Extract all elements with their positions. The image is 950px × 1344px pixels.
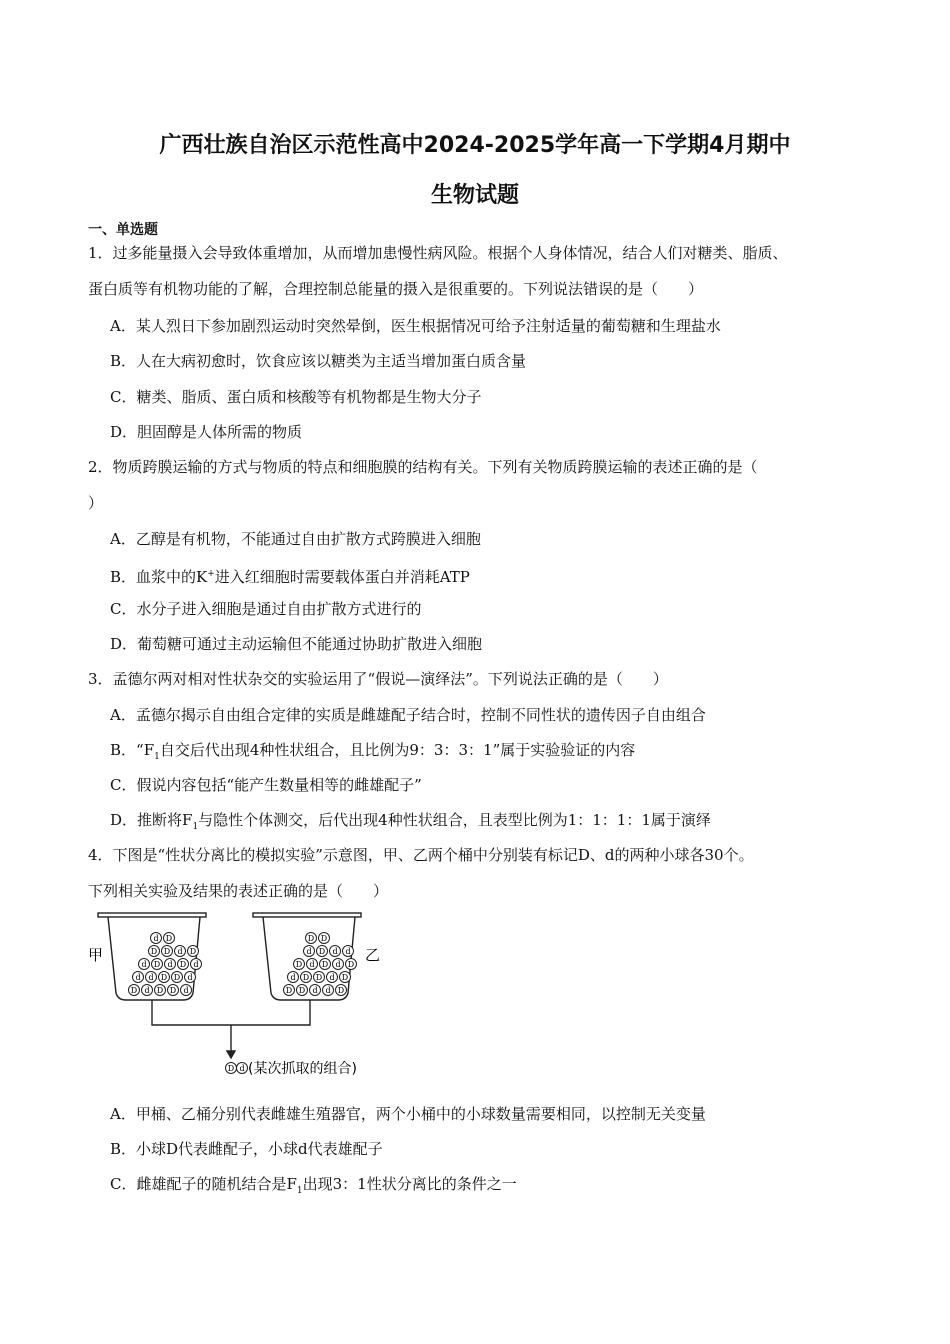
ball-label: D xyxy=(321,960,329,969)
figure-caption: (某次抓取的组合) xyxy=(248,1061,357,1077)
ball-label: D xyxy=(302,973,310,982)
subscript: 1 xyxy=(296,1186,303,1196)
ball-label: d xyxy=(312,986,318,995)
ball-label: d xyxy=(290,973,296,982)
ball-label: D xyxy=(318,947,326,956)
ball-label: D xyxy=(347,960,355,969)
ball-label: d xyxy=(306,947,312,956)
text: 与隐性个体测交，后代出现4种性状组合，且表型比例为1：1：1：1属于演绎 xyxy=(198,811,711,829)
left-bucket-rim xyxy=(98,913,206,917)
question-4-stem-cont: 下列相关实验及结果的表述正确的是（ ） xyxy=(88,882,389,900)
subscript: 1 xyxy=(192,822,199,832)
ball-label: D xyxy=(227,1064,235,1073)
arrow-icon xyxy=(227,1051,235,1058)
ball-label: D xyxy=(189,947,197,956)
left-balls xyxy=(129,933,202,996)
ball-label: d xyxy=(177,947,183,956)
question-2-stem-cont: ） xyxy=(88,494,104,512)
ball-label: D xyxy=(130,986,138,995)
question-4-option-a: A．甲桶、乙桶分别代表雌雄生殖器官，两个小桶中的小球数量需要相同，以控制无关变量 xyxy=(110,1105,706,1123)
text: D．推断将F xyxy=(110,811,193,829)
text: 出现3：1性状分离比的条件之一 xyxy=(302,1175,517,1193)
question-3-option-c: C．假说内容包括“能产生数量相等的雌雄配子” xyxy=(110,776,422,794)
question-2-option-d: D．葡萄糖可通过主动运输但不能通过协助扩散进入细胞 xyxy=(110,635,483,653)
question-2-stem: 2．物质跨膜运输的方式与物质的特点和细胞膜的结构有关。下列有关物质跨膜运输的表述正确的是（ xyxy=(88,458,758,476)
ball-label: d xyxy=(141,960,147,969)
question-4-stem: 4．下图是“性状分离比的模拟实验”示意图，甲、乙两个桶中分别装有标记D、d的两种小球各30个。 xyxy=(88,846,754,864)
question-3-option-b xyxy=(110,740,635,767)
ball-label: D xyxy=(173,973,181,982)
connector-lines xyxy=(152,1000,310,1056)
ball-label: D xyxy=(320,934,328,943)
ball-label: D xyxy=(341,973,349,982)
ball-label: d xyxy=(193,960,199,969)
text: C．雌雄配子的随机结合是F xyxy=(110,1175,297,1193)
ball-label: d xyxy=(167,960,173,969)
ball-label: D xyxy=(307,934,315,943)
ball-label: D xyxy=(315,973,323,982)
ball-label: d xyxy=(329,973,335,982)
ball-label: d xyxy=(187,973,193,982)
result-balls xyxy=(226,1063,248,1074)
question-1-option-b: B．人在大病初愈时，饮食应该以糖类为主适当增加蛋白质含量 xyxy=(110,352,527,370)
ball-label: D xyxy=(153,960,161,969)
ball-label: D xyxy=(337,986,345,995)
left-bucket-label: 甲 xyxy=(88,946,104,964)
ball-label: d xyxy=(309,960,315,969)
superscript: + xyxy=(207,569,215,579)
question-2-option-c: C．水分子进入细胞是通过自由扩散方式进行的 xyxy=(110,600,422,618)
ball-label: D xyxy=(298,986,306,995)
document-subtitle: 生物试题 xyxy=(430,183,519,208)
ball-label: D xyxy=(163,947,171,956)
text: 自交后代出现4种性状组合，且比例为9：3：3：1”属于实验验证的内容 xyxy=(159,741,636,759)
question-1-option-a: A．某人烈日下参加剧烈运动时突然晕倒，医生根据情况可给予注射适量的葡萄糖和生理盐水 xyxy=(110,317,721,335)
text: 进入红细胞时需要载体蛋白并消耗ATP xyxy=(214,568,470,586)
right-bucket-rim xyxy=(253,913,361,917)
ball-label: d xyxy=(144,986,150,995)
simulation-experiment-figure xyxy=(88,908,408,1088)
question-1-stem-cont: 蛋白质等有机物功能的了解，合理控制总能量的摄入是很重要的。下列说法错误的是（ ） xyxy=(88,280,704,298)
question-3-stem: 3．孟德尔两对相对性状杂交的实验运用了“假说—演绎法”。下列说法正确的是（ ） xyxy=(88,670,668,688)
ball-label: d xyxy=(345,947,351,956)
ball-label: d xyxy=(239,1064,245,1073)
ball-label: D xyxy=(160,973,168,982)
ball-label: d xyxy=(148,973,154,982)
ball-label: D xyxy=(179,960,187,969)
ball-label: D xyxy=(285,986,293,995)
ball-label: d xyxy=(183,986,189,995)
ball-label: D xyxy=(156,986,164,995)
text: B．血浆中的K xyxy=(110,568,208,586)
ball-label: D xyxy=(295,960,303,969)
question-1-stem: 1．过多能量摄入会导致体重增加，从而增加患慢性病风险。根据个人身体情况，结合人们对糖类、脂质、 xyxy=(88,244,788,262)
ball-label: d xyxy=(332,947,338,956)
ball-label: d xyxy=(335,960,341,969)
question-4-option-b: B．小球D代表雌配子，小球d代表雄配子 xyxy=(110,1140,383,1158)
ball-label: D xyxy=(165,934,173,943)
right-bucket-label: 乙 xyxy=(365,946,381,964)
question-4-option-c xyxy=(110,1174,517,1201)
subscript: 1 xyxy=(154,752,160,762)
question-2-option-a: A．乙醇是有机物，不能通过自由扩散方式跨膜进入细胞 xyxy=(110,530,481,548)
question-1-option-d: D．胆固醇是人体所需的物质 xyxy=(110,423,303,441)
question-2-option-b xyxy=(110,564,470,587)
ball-label: D xyxy=(169,986,177,995)
right-balls xyxy=(284,933,357,996)
ball-label: d xyxy=(325,986,331,995)
question-3-option-a: A．孟德尔揭示自由组合定律的实质是雌雄配子结合时，控制不同性状的遗传因子自由组合 xyxy=(110,706,706,724)
question-3-option-d xyxy=(110,810,711,837)
ball-label: D xyxy=(150,947,158,956)
question-1-option-c: C．糖类、脂质、蛋白质和核酸等有机物都是生物大分子 xyxy=(110,388,482,406)
ball-label: d xyxy=(153,934,159,943)
document-title: 广西壮族自治区示范性高中2024-2025学年高一下学期4月期中 xyxy=(159,133,791,158)
section-heading: 一、单选题 xyxy=(88,222,158,238)
text: B．“F xyxy=(110,741,155,759)
ball-label: d xyxy=(135,973,141,982)
